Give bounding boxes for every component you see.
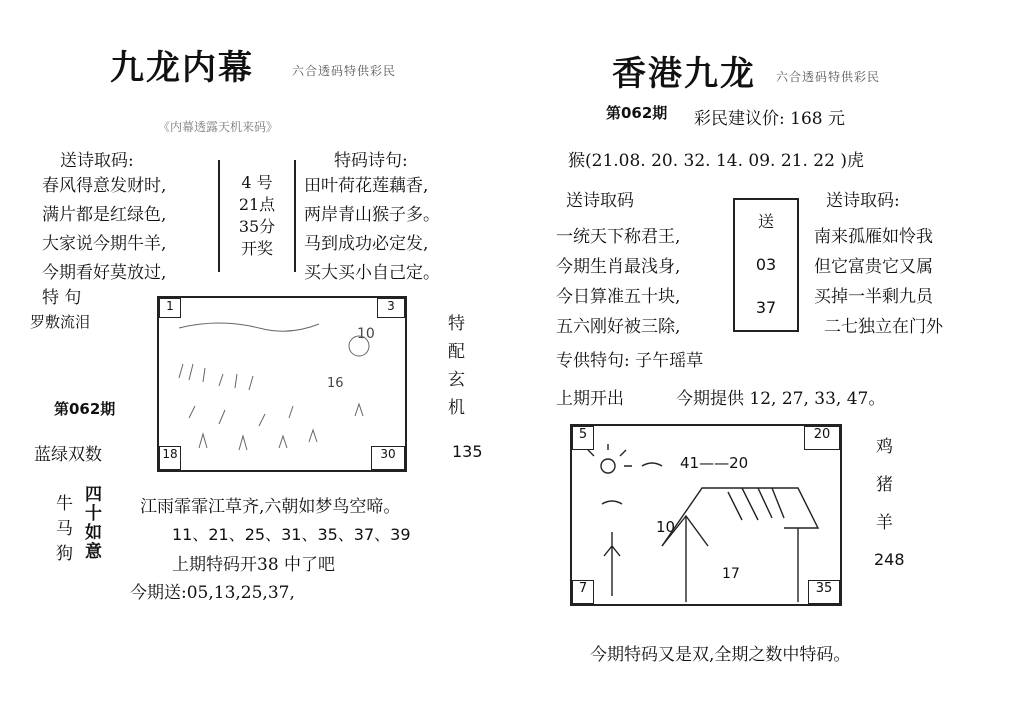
draw-box-line: 4 号 [241,173,273,192]
left-today-send: 今期送:05,13,25,37, [130,583,295,603]
right-drawing-frame [570,424,842,606]
draw-box-line: 35分 [238,217,276,236]
zodiac-char: 狗 [56,544,73,564]
zodiac-char: 鸡 [876,437,893,457]
corner-label-tr: 3 [377,298,405,318]
poem-line: 但它富贵它又属 [814,257,933,277]
right-price: 彩民建议价: 168 元 [694,109,845,129]
poem-line: 马到成功必定发, [304,234,429,254]
poem-line: 满片都是红绿色, [42,205,167,225]
left-numbers-line: 11、21、25、31、35、37、39 [172,525,411,544]
poem-line: 二七独立在门外 [824,317,943,337]
zodiac-char: 马 [56,519,73,539]
right-zodiac-range: 猴(21.08. 20. 32. 14. 09. 21. 22 )虎 [568,151,864,171]
right-subtitle: 六合透码特供彩民 [776,70,881,84]
left-right-vertical [448,310,465,422]
left-draw-time-box [218,160,296,272]
right-zodiac-vertical [876,428,893,542]
sketch-number: 41——20 [680,454,749,472]
corner-label-bl: 18 [159,446,181,470]
right-last-open: 上期开出 [556,389,624,409]
idiom-char: 四 [85,485,102,505]
left-poem-special [304,172,440,288]
poem-line: 大家说今期牛羊, [42,234,167,254]
draw-box-line: 开奖 [240,239,273,258]
send-box-line: 37 [755,298,777,318]
poem-line: 两岸青山猴子多。 [304,205,440,225]
right-sketch-house [572,426,840,604]
corner-label-tl: 1 [159,298,181,318]
left-sketch-grass [159,298,405,470]
idiom-char: 意 [85,542,102,562]
corner-label-bl: 7 [572,580,594,604]
poem-line: 今期看好莫放过, [42,263,167,283]
corner-label-br: 30 [371,446,405,470]
poem-line: 买掉一半剩九员 [814,287,933,307]
left-poem-send [42,172,166,288]
left-poem-special-label: 特码诗句: [334,151,408,171]
draw-box-line: 21点 [238,195,276,214]
corner-label-tl: 5 [572,426,594,450]
right-poem-left [556,222,680,342]
left-issue: 第062期 [54,400,116,418]
poem-line: 田叶荷花莲藕香, [304,176,429,196]
poem-line: 一统天下称君王, [556,227,681,247]
left-idiom-vertical [85,486,102,562]
left-right-number: 135 [452,442,483,461]
right-title: 香港九龙 [612,54,756,94]
sketch-number: 16 [327,376,344,391]
left-drawing-frame [157,296,407,472]
send-box-line: 03 [755,254,777,274]
right-today-provide: 今期提供 12, 27, 33, 47。 [676,389,886,409]
right-poem-right [814,222,943,342]
left-last-issue-note: 上期特码开38 中了吧 [172,555,336,575]
vertical-char: 机 [448,398,465,418]
right-poem-left-label: 送诗取码 [566,191,634,211]
corner-label-tr: 20 [804,426,840,450]
right-special-phrase: 专供特句: 子午瑶草 [556,351,704,371]
poem-line: 今期生肖最浅身, [556,257,681,277]
right-number: 248 [874,550,905,569]
vertical-char: 配 [448,342,465,362]
left-tejv-text: 罗敷流泪 [30,313,91,331]
right-issue: 第062期 [606,104,668,122]
idiom-char: 如 [85,523,102,543]
poem-line: 买大买小自己定。 [304,263,440,283]
right-send-box [733,198,799,332]
left-poem-line: 江雨霏霏江草齐,六朝如梦鸟空啼。 [140,497,401,517]
poem-line: 今日算准五十块, [556,287,681,307]
poem-line: 春风得意发财时, [42,176,167,196]
left-subtitle: 六合透码特供彩民 [292,64,397,78]
left-zodiac-vertical [56,492,73,567]
poem-line: 南来孤雁如怜我 [814,227,933,247]
corner-label-br: 35 [808,580,840,604]
left-banner: 《内幕透露天机来码》 [158,120,279,134]
left-tejv-label: 特 句 [42,288,82,308]
zodiac-char: 猪 [876,475,893,495]
sketch-number: 10 [357,326,375,342]
vertical-char: 特 [448,314,465,334]
poem-line: 五六刚好被三除, [556,317,681,337]
left-title: 九龙内幕 [110,48,254,88]
right-footer: 今期特码又是双,全期之数中特码。 [590,645,851,665]
sketch-number: 17 [722,566,740,582]
vertical-char: 玄 [448,370,465,390]
left-poem-send-label: 送诗取码: [60,151,134,171]
zodiac-char: 牛 [56,494,73,514]
zodiac-char: 羊 [876,513,893,533]
right-poem-right-label: 送诗取码: [826,191,900,211]
send-box-line: 送 [757,211,774,231]
sketch-number: 10 [656,518,676,536]
idiom-char: 十 [85,504,102,524]
left-color-hint: 蓝绿双数 [34,445,102,465]
